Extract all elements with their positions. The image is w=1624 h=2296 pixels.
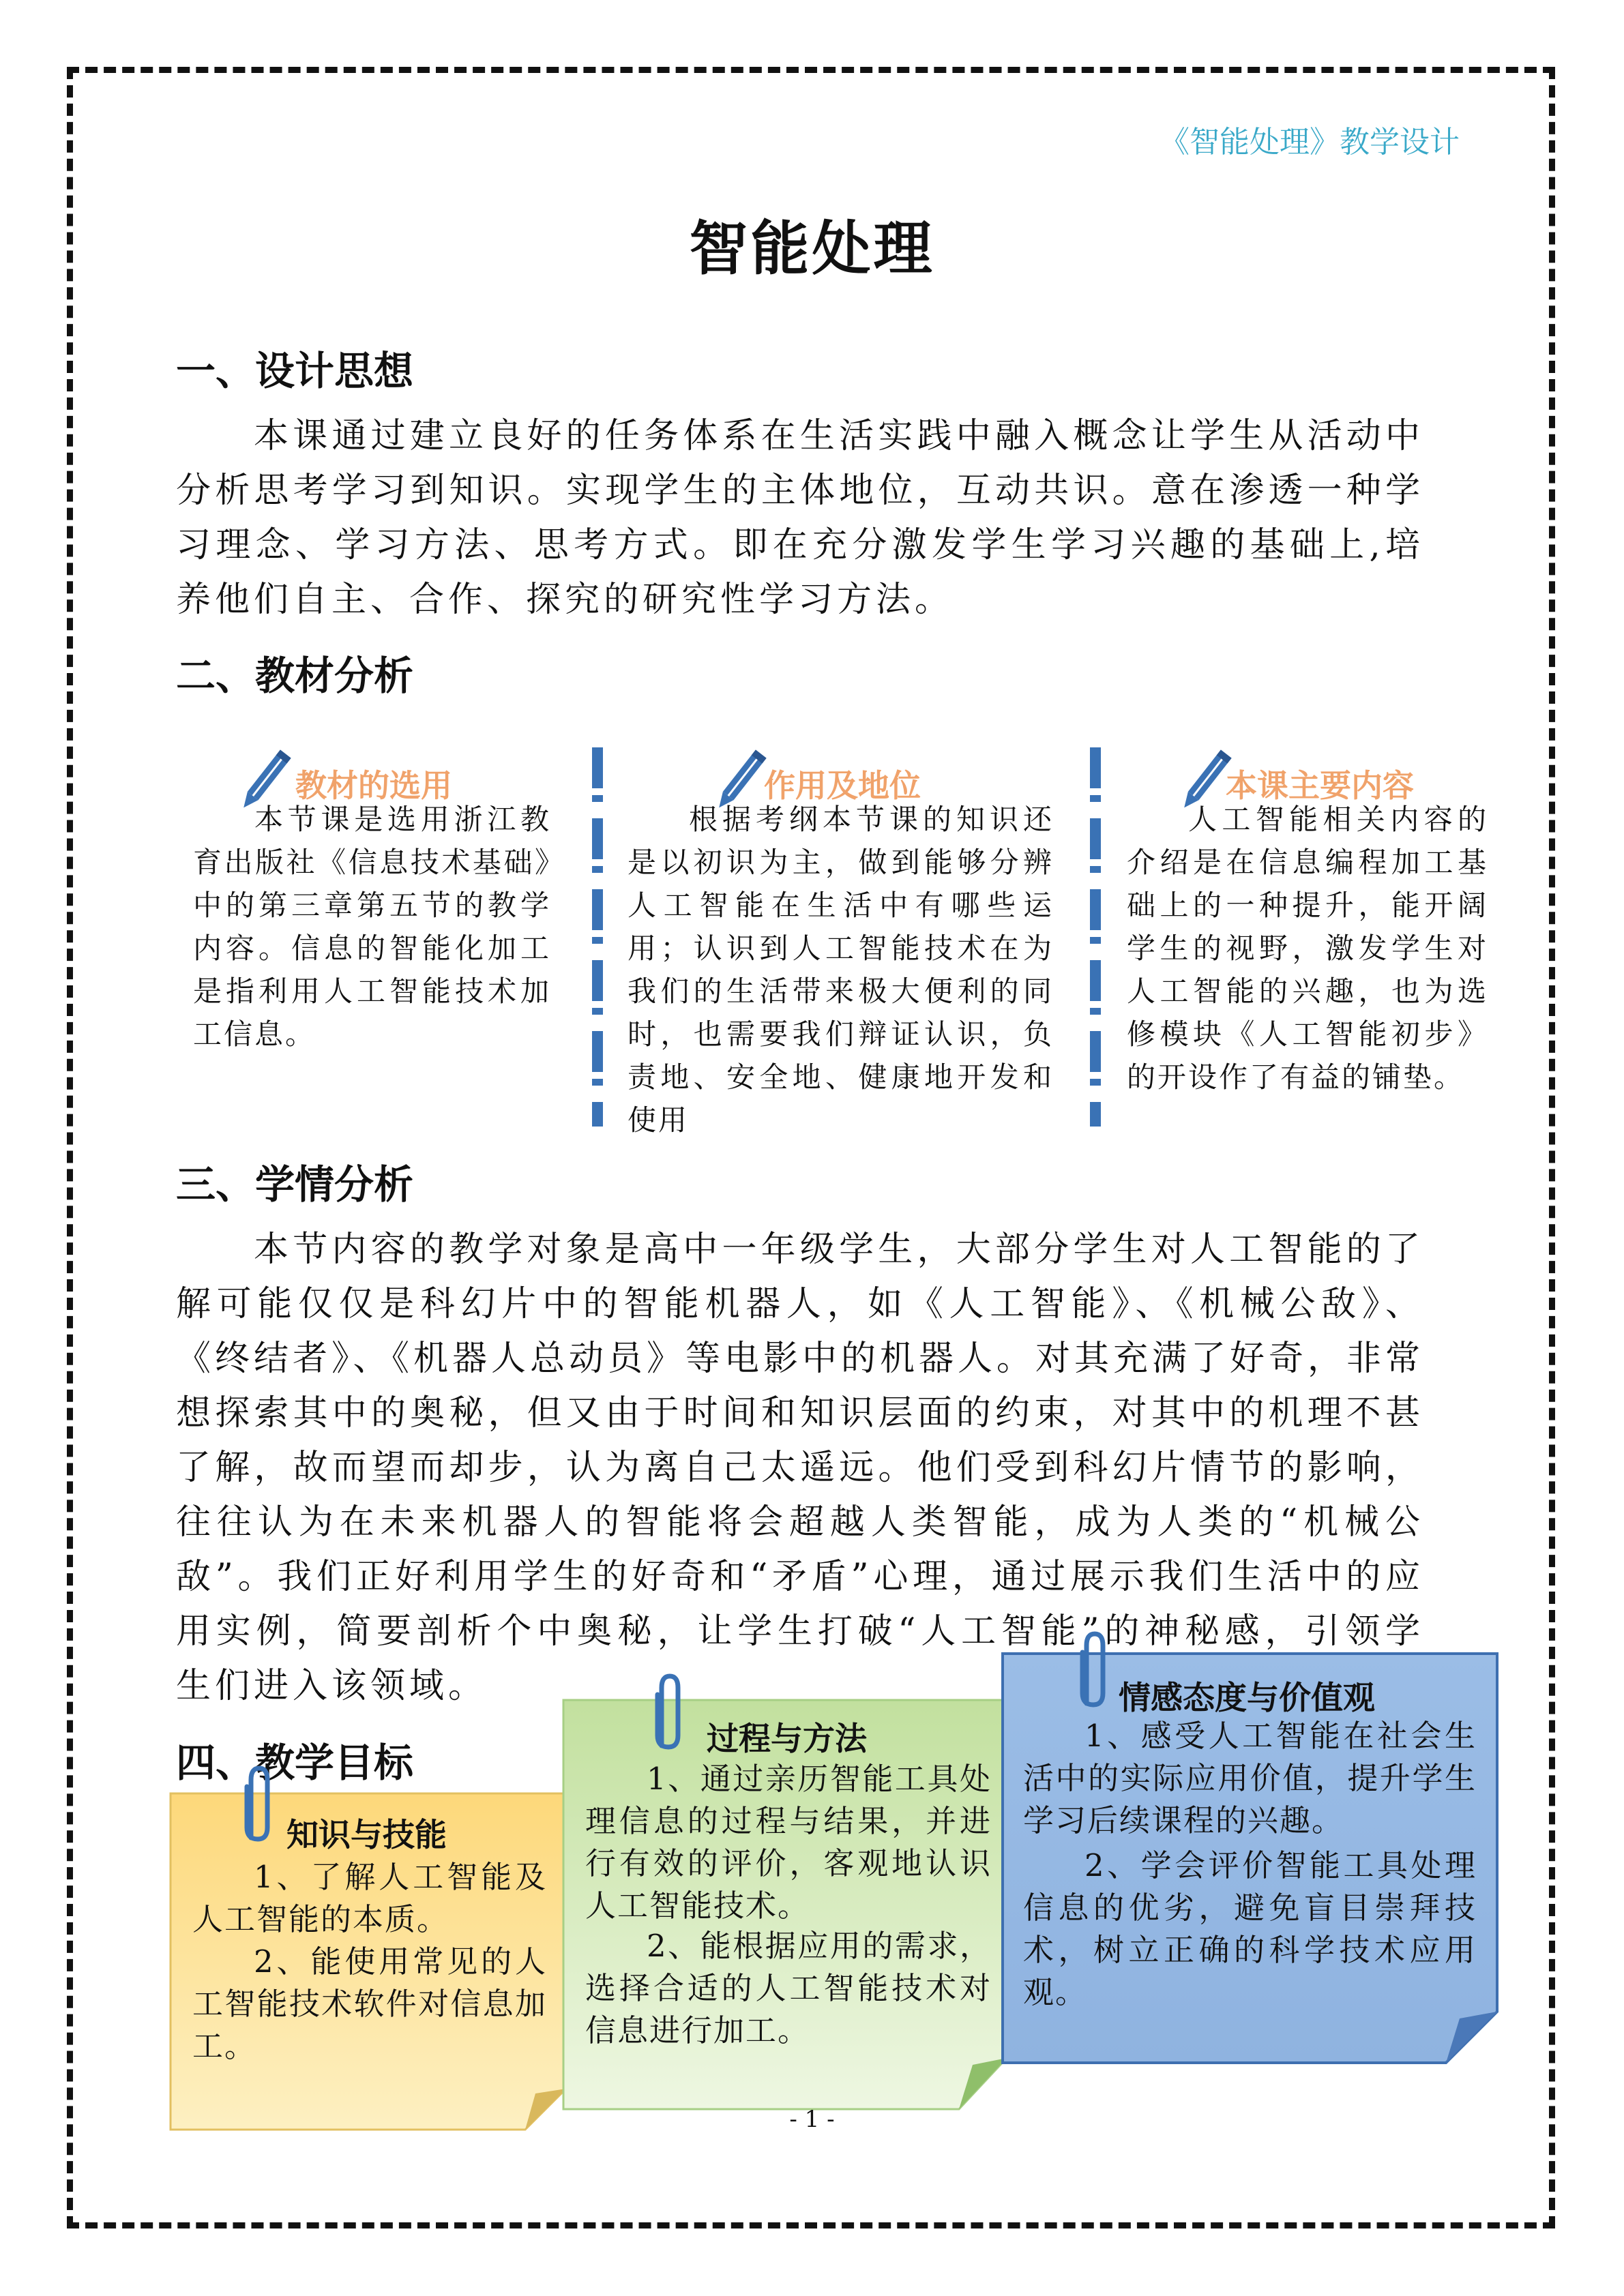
note-item-2: 2、能根据应用的需求，选择合适的人工智能技术对信息进行加工。 (585, 1928, 992, 2048)
column-title: 教材的选用 (295, 767, 452, 804)
section-heading-design: 一、设计思想 (176, 348, 414, 394)
note-item-2: 2、学会评价智能工具处理信息的优劣，避免盲目崇拜技术，树立正确的科学技术应用观。 (1023, 1847, 1477, 2010)
column-divider (592, 747, 603, 1127)
note-title: 情感态度与价值观 (1119, 1680, 1375, 1717)
students-paragraph: 本节内容的教学对象是高中一年级学生，大部分学生对人工智能的了解可能仅仅是科幻片中的智能机器人，如《人工智能》、《机械公敌》、《终结者》、《机器人总动员》等电影中的机器人。对其充满了好奇，非常想探索其中的奥秘，但又由于时间和知识层面的约束，对其中的机理不甚了解，故而望而却步，认为离自己太遥远。他们受到科幻片情节的影响，往往认为在未来机器人的智能将会超越人类智能，成为人类的“机械公敌”。我们正好利用学生的好奇和“矛盾”心理，通过展示我们生活中的应用实例，简要剖析个中奥秘，让学生打破“人工智能”的神秘感，引领学生们进入该领域。 (176, 1229, 1425, 1706)
note-item-2: 2、能使用常见的人工智能技术软件对信息加工。 (192, 1943, 547, 2064)
material-column-content (1127, 743, 1488, 1125)
material-column-role (628, 743, 1054, 1137)
design-paragraph: 本课通过建立良好的任务体系在生活实践中融入概念让学生从活动中分析思考学习到知识。实现学生的主体地位，互动共识。意在渗透一种学习理念、学习方法、思考方式。即在充分激发学生学习兴趣的基础上,培养他们自主、合作、探究的研究性学习方法。 (176, 416, 1424, 620)
column-divider (1090, 747, 1101, 1127)
column-title: 作用及地位 (764, 767, 921, 804)
column-title: 本课主要内容 (1226, 767, 1414, 804)
objective-note-values (1003, 1654, 1497, 2063)
paperclip-icon (237, 1763, 278, 1845)
column-body: 根据考纲本节课的知识还是以初识为主，做到能够分辨人工智能在生活中有哪些运用；认识到人工智能技术在为我们的生活带来极大便利的同时，也需要我们辩证认识，负责地、安全地、健康地开发和使用 (628, 803, 1054, 1137)
page-number: - 1 - (789, 2106, 835, 2133)
column-body: 本节课是选用浙江教育出版社《信息技术基础》中的第三章第五节的教学内容。信息的智能化加工是指利用人工智能技术加工信息。 (193, 803, 551, 1051)
material-column-selection (193, 743, 551, 1084)
note-item-1: 1、了解人工智能及人工智能的本质。 (192, 1859, 547, 1937)
paperclip-icon (648, 1671, 689, 1753)
section-heading-objectives: 四、教学目标 (176, 1740, 414, 1786)
objective-note-process (563, 1700, 1007, 2109)
column-body: 人工智能相关内容的介绍是在信息编程加工基础上的一种提升，能开阔学生的视野，激发学生对人工智能的兴趣，也为选修模块《人工智能初步》的开设作了有益的铺垫。 (1127, 803, 1488, 1094)
objective-note-knowledge (171, 1793, 566, 2130)
note-item-1: 1、感受人工智能在社会生活中的实际应用价值，提升学生学习后续课程的兴趣。 (1023, 1718, 1477, 1838)
note-title: 知识与技能 (286, 1817, 447, 1854)
document-title: 智能处理 (689, 214, 935, 283)
paperclip-icon (1073, 1628, 1114, 1710)
section-heading-students: 三、学情分析 (176, 1161, 414, 1208)
note-item-1: 1、通过亲历智能工具处理信息的过程与结果，并进行有效的评价，客观地认识人工智能技术。 (585, 1761, 992, 1924)
section-heading-material: 二、教材分析 (176, 653, 414, 699)
note-title: 过程与方法 (707, 1720, 867, 1758)
running-header: 《智能处理》教学设计 (1160, 125, 1460, 160)
